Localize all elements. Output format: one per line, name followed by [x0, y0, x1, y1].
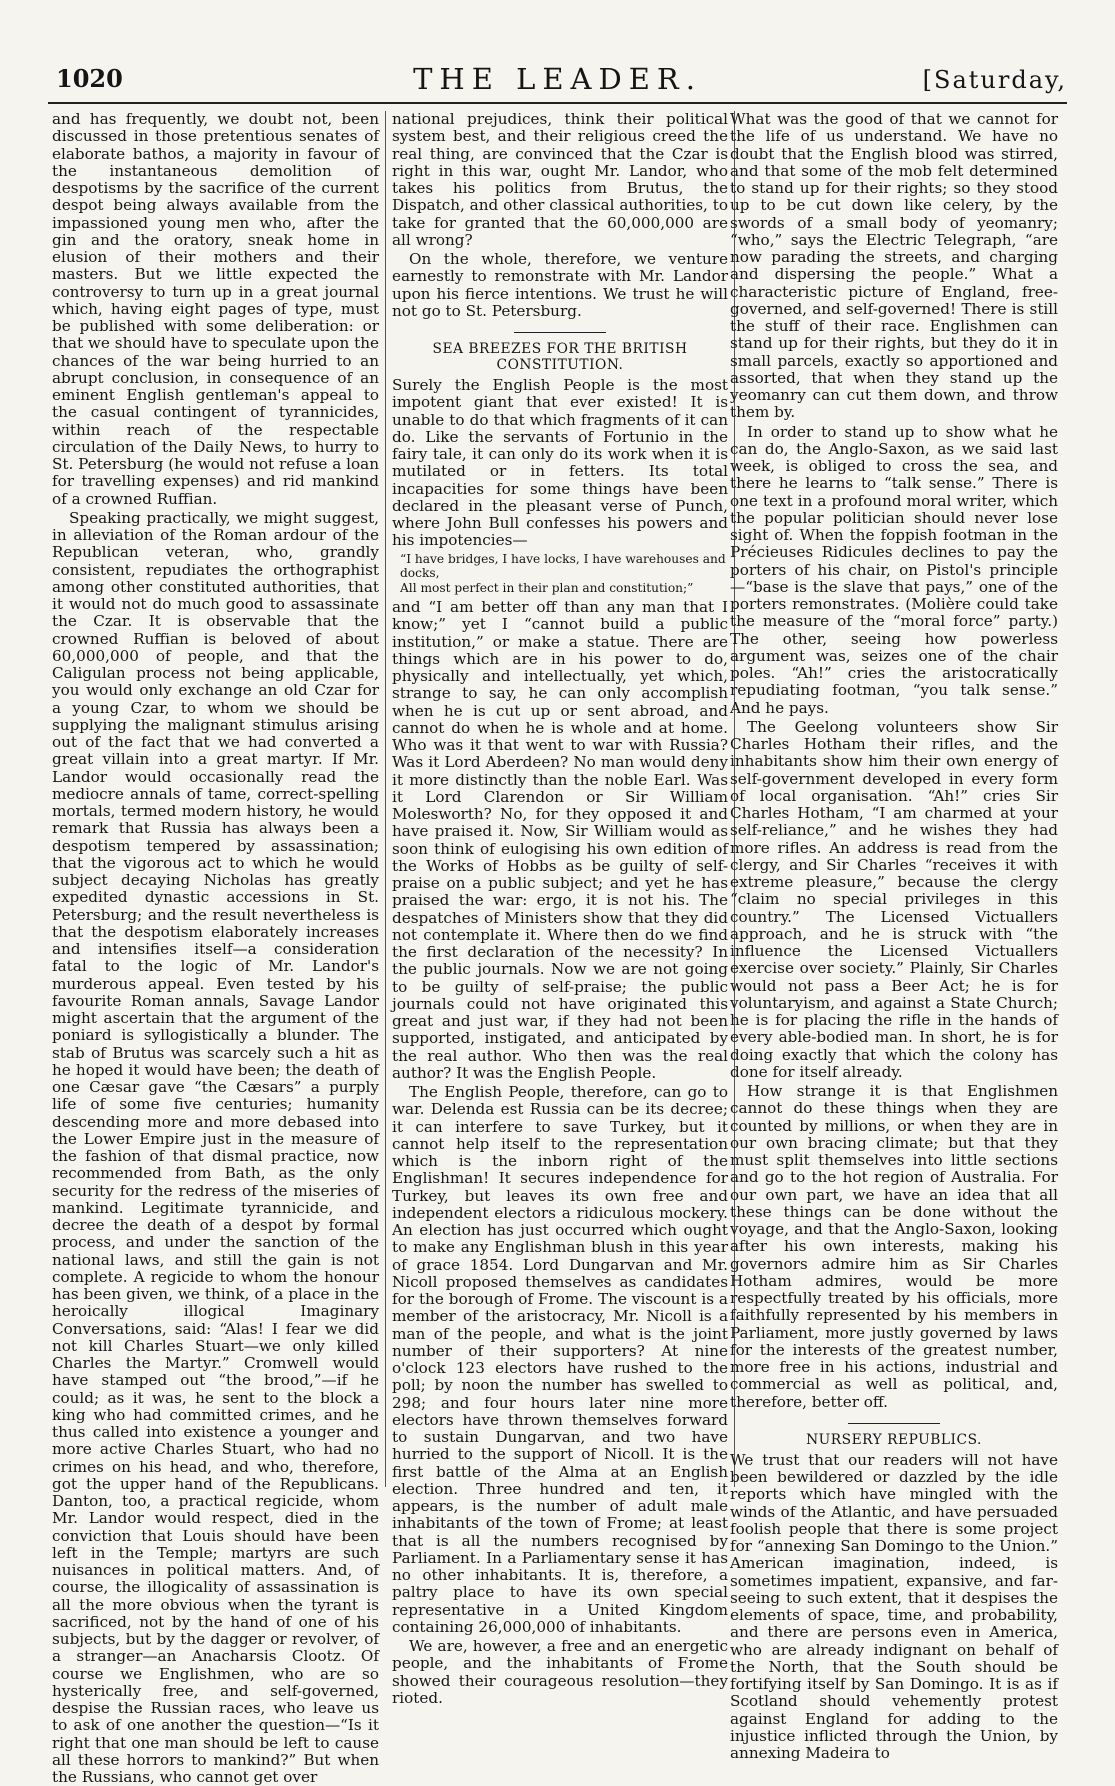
section-divider — [848, 1423, 940, 1424]
column-left — [52, 110, 379, 1786]
paragraph: and “I am better off than any man that I know;” yet I “cannot build a public institution,” or make a statue. There are things which are in his power to do, physically and intellectually, yet which, strange to say, he can only accomplish when he is cut up or sent abroad, and cannot do when he is whole and at home. Who was it that went to war with Russia? Was it Lord Aberdeen? No man would deny it more distinctly than the noble Earl. Was it Lord Clarendon or Sir William Molesworth? No, for they opposed it and have praised it. Now, Sir William would as soon think of eulogising his own edition of the Works of Hobbs as be guilty of self-praise on a public subject; and yet he has praised the war: ergo, it is not his. The despatches of Ministers show that they did not contemplate it. Where then do we find the first declaration of the necessity? In the public journals. Now we are not going to be guilty of self-praise; the public journals could not have originated this great and just war, if they had not been supported, instigated, and anticipated by the real author. Who then was the real author? It was the English People. — [392, 598, 728, 1082]
paragraph: In order to stand up to show what he can do, the Anglo-Saxon, as we said last week, is obliged to cross the sea, and there he learns to “talk sense.” There is one text in a profound moral writer, which the popular politician should never lose sight of. When the foppish footman in the Précieuses Ridicules declines to pay the porters of his chair, on Pistol's principle—“base is the slave that pays,” one of the porters remonstrates. (Molière could take the measure of the “moral force” party.) The other, seeing how powerless argument was, seizes one of the chair poles. “Ah!” cries the aristocratically repudiating footman, “you talk sense.” And he pays. — [730, 422, 1058, 717]
verse-line: All most perfect in their plan and constitution;” — [400, 580, 694, 595]
issue-day: [Saturday, — [922, 66, 1067, 94]
paragraph: national prejudices, think their political system best, and their religious creed the real thing, are convinced that the Czar is right in this war, ought Mr. Landor, who takes his politics from Brutus, the Dispatch, and other classical authorities, to take for granted that the 60,000,000 are all wrong? — [392, 110, 728, 249]
paragraph: On the whole, therefore, we venture earnestly to remonstrate with Mr. Landor upon his fierce intentions. We trust he will not go to St. Petersburg. — [392, 250, 728, 320]
column-right — [730, 110, 1058, 1762]
section-divider — [514, 332, 606, 333]
article-headline: SEA BREEZES FOR THE BRITISH CONSTITUTION. — [432, 341, 688, 373]
newspaper-title: THE LEADER. — [413, 62, 702, 96]
verse-line: “I have bridges, I have locks, I have warehouses and docks, — [400, 551, 726, 580]
paragraph: We are, however, a free and an energetic people, and the inhabitants of Frome showed their courageous resolution—they rioted. — [392, 1637, 728, 1707]
paragraph: How strange it is that Englishmen cannot do these things when they are counted by millions, or when they are in our own bracing climate; but that they must split themselves into little sections and go to the hot region of Australia. For our own part, we have an idea that all these things can be done without the voyage, and that the Anglo-Saxon, looking after his own interests, making his governors admire him as Sir Charles Hotham admires, would be more respectfully treated by his officials, more faithfully represented by his members in Parliament, more justly governed by laws for the interests of the greatest number, more free in his actions, industrial and commercial as well as political, and, therefore, better off. — [730, 1082, 1058, 1411]
masthead — [48, 58, 1067, 104]
paragraph: We trust that our readers will not have been bewildered or dazzled by the idle reports which have mingled with the winds of the Atlantic, and have persuaded foolish people that there is some project for “annexing San Domingo to the Union.” American imagination, indeed, is sometimes impatient, expansive, and far-seeing to such extent, that it despises the elements of space, time, and probability, and there are persons even in America, who are already indignant on behalf of the North, that the South should be fortifying itself by San Domingo. It is as if Scotland should vehemently protest against England for adding to the injustice inflicted through the Union, by annexing Madeira to — [730, 1450, 1058, 1762]
paragraph: and has frequently, we doubt not, been discussed in those pretentious senates of elaborate bathos, a majority in favour of the instantaneous demolition of despotisms by the sacrifice of the current despot being always available from the impassioned young men who, after the gin and the oratory, sneak home in elusion of their mothers and their masters. But we little expected the controversy to turn up in a great journal which, having eight pages of type, must be published with some deliberation: or that we should have to speculate upon the chances of the war being hurried to an abrupt conclusion, in consequence of an eminent English gentleman's appeal to the casual contingent of tyrannicides, within reach of the respectable circulation of the Daily News, to hurry to St. Petersburg (he would not refuse a loan for travelling expenses) and rid mankind of a crowned Ruffian. — [52, 110, 379, 508]
page-number: 1020 — [56, 64, 123, 93]
article-headline: NURSERY REPUBLICS. — [806, 1431, 982, 1448]
paragraph: Surely the English People is the most impotent giant that ever existed! It is unable to do that which fragments of it can do. Like the servants of Fortunio in the fairy tale, it can only do its work when it is mutilated or in fetters. Its total incapacities for some things have been declared in the pleasant verse of Punch, where John Bull confesses his powers and his impotencies— — [392, 376, 728, 550]
paragraph: What was the good of that we cannot for the life of us understand. We have no doubt that the English blood was stirred, and that some of the mob felt determined to stand up for their rights; so they stood up to be cut down like celery, by the swords of a small body of yeomanry; “who,” says the Electric Telegraph, “are now parading the streets, and charging and dispersing the people.” What a characteristic picture of England, free-governed, and self-governed! There is still the stuff of their race. Englishmen can stand up for their rights, but they do it in small parcels, exactly so apportioned and assorted, that when they stand up the yeomanry can cut them down, and throw them by. — [730, 110, 1058, 422]
column-middle — [385, 110, 735, 1707]
paragraph: The Geelong volunteers show Sir Charles Hotham their rifles, and the inhabitants show him their own energy of self-government developed in every form of local organisation. “Ah!” cries Sir Charles Hotham, “I am charmed at your self-reliance,” and he wishes they had more rifles. An address is read from the clergy, and Sir Charles “receives it with extreme pleasure,” because the clergy “claim no special privileges in this country.” The Licensed Victuallers approach, and he is struck with “the influence the Licensed Victuallers exercise over society.” Plainly, Sir Charles would not pass a Beer Act; he is for voluntaryism, and against a State Church; he is for placing the rifle in the hands of every able-bodied man. In short, he is for doing exactly that which the colony has done for itself already. — [730, 717, 1058, 1081]
verse-quote — [392, 552, 728, 596]
paragraph: Speaking practically, we might suggest, in alleviation of the Roman ardour of the Republican veteran, who, grandly consistent, repudiates the orthographist among other constituted authorities, that it would not do much good to assassinate the Czar. It is observable that the crowned Ruffian is beloved of about 60,000,000 of people, and that the Caligulan process not being applicable, you would only exchange an old Czar for a young Czar, to whom we should be supplying the malignant stimulus arising out of the fact that we had converted a great villain into a great martyr. If Mr. Landor would occasionally read the mediocre annals of tame, correct-spelling mortals, termed modern history, he would remark that Russia has always been a despotism tempered by assassination; that the vigorous act to which he would subject decaying Nicholas has greatly expedited dynastic accessions in St. Petersburg; and the result nevertheless is that the despotism elaborately increases and intensifies itself—a consideration fatal to the logic of Mr. Landor's murderous appeal. Even tested by his favourite Roman annals, Savage Landor might ascertain that the argument of the poniard is syllogistically a blunder. The stab of Brutus was scarcely such a hit as he hoped it would have been; the death of one Cæsar gave “the Cæsars” a purply life of some five centuries; humanity descending more and more debased into the Lower Empire just in the measure of the fashion of that dismal practice, now recommended from Bath, as the only security for the redress of the miseries of mankind. Legitimate tyrannicide, and decree the death of a despot by formal process, and under the sanction of the national laws, and still the gain is not complete. A regicide to whom the honour has been given, we think, of a place in the heroically illogical Imaginary Conversations, said: “Alas! I fear we did not kill Charles Stuart—we only killed Charles the Martyr.” Cromwell would have stamped out “the brood,”—if he could; as it was, he sent to the block a king who had committed crimes, and he thus called into existence a younger and more active Charles Stuart, who had no crimes on his head, and who, therefore, got the upper hand of the Republicans. Danton, too, a practical regicide, whom Mr. Landor would respect, died in the conviction that Louis should have been left in the Temple; martyrs are such nuisances in political matters. And, of course, the illogicality of assassination is all the more obvious when the tyrant is sacrificed, not by the hand of one of his subjects, but by the dagger or revolver, of a stranger—an Anacharsis Clootz. Of course we Englishmen, who are so hysterically free, and self-governed, despise the Russian races, who leave us to ask of one another the question—“Is it right that one man should be left to cause all these horrors to mankind?” But when the Russians, who cannot get over — [52, 508, 379, 1786]
paragraph: The English People, therefore, can go to war. Delenda est Russia can be its decree; it can interfere to save Turkey, but it cannot help itself to the representation which is the inborn right of the Englishman! It secures independence for Turkey, but leaves its own free and independent electors a ridiculous mockery. An election has just occurred which ought to make any Englishman blush in this year of grace 1854. Lord Dungarvan and Mr. Nicoll proposed themselves as candidates for the borough of Frome. The viscount is a member of the aristocracy, Mr. Nicoll is a man of the people, and what is the joint number of their supporters? At nine o'clock 123 electors have rushed to the poll; by noon the number has swelled to 298; and four hours later nine more electors have thrown themselves forward to sustain Dungarvan, and two have hurried to the support of Nicoll. It is the first battle of the Alma at an English election. Three hundred and ten, it appears, is the number of adult male inhabitants of the town of Frome; at least that is all the numbers recognised by Parliament. In a Parliamentary sense it has no other inhabitants. It is, therefore, a paltry place to have its own special representative in a United Kingdom containing 26,000,000 of inhabitants. — [392, 1083, 728, 1636]
